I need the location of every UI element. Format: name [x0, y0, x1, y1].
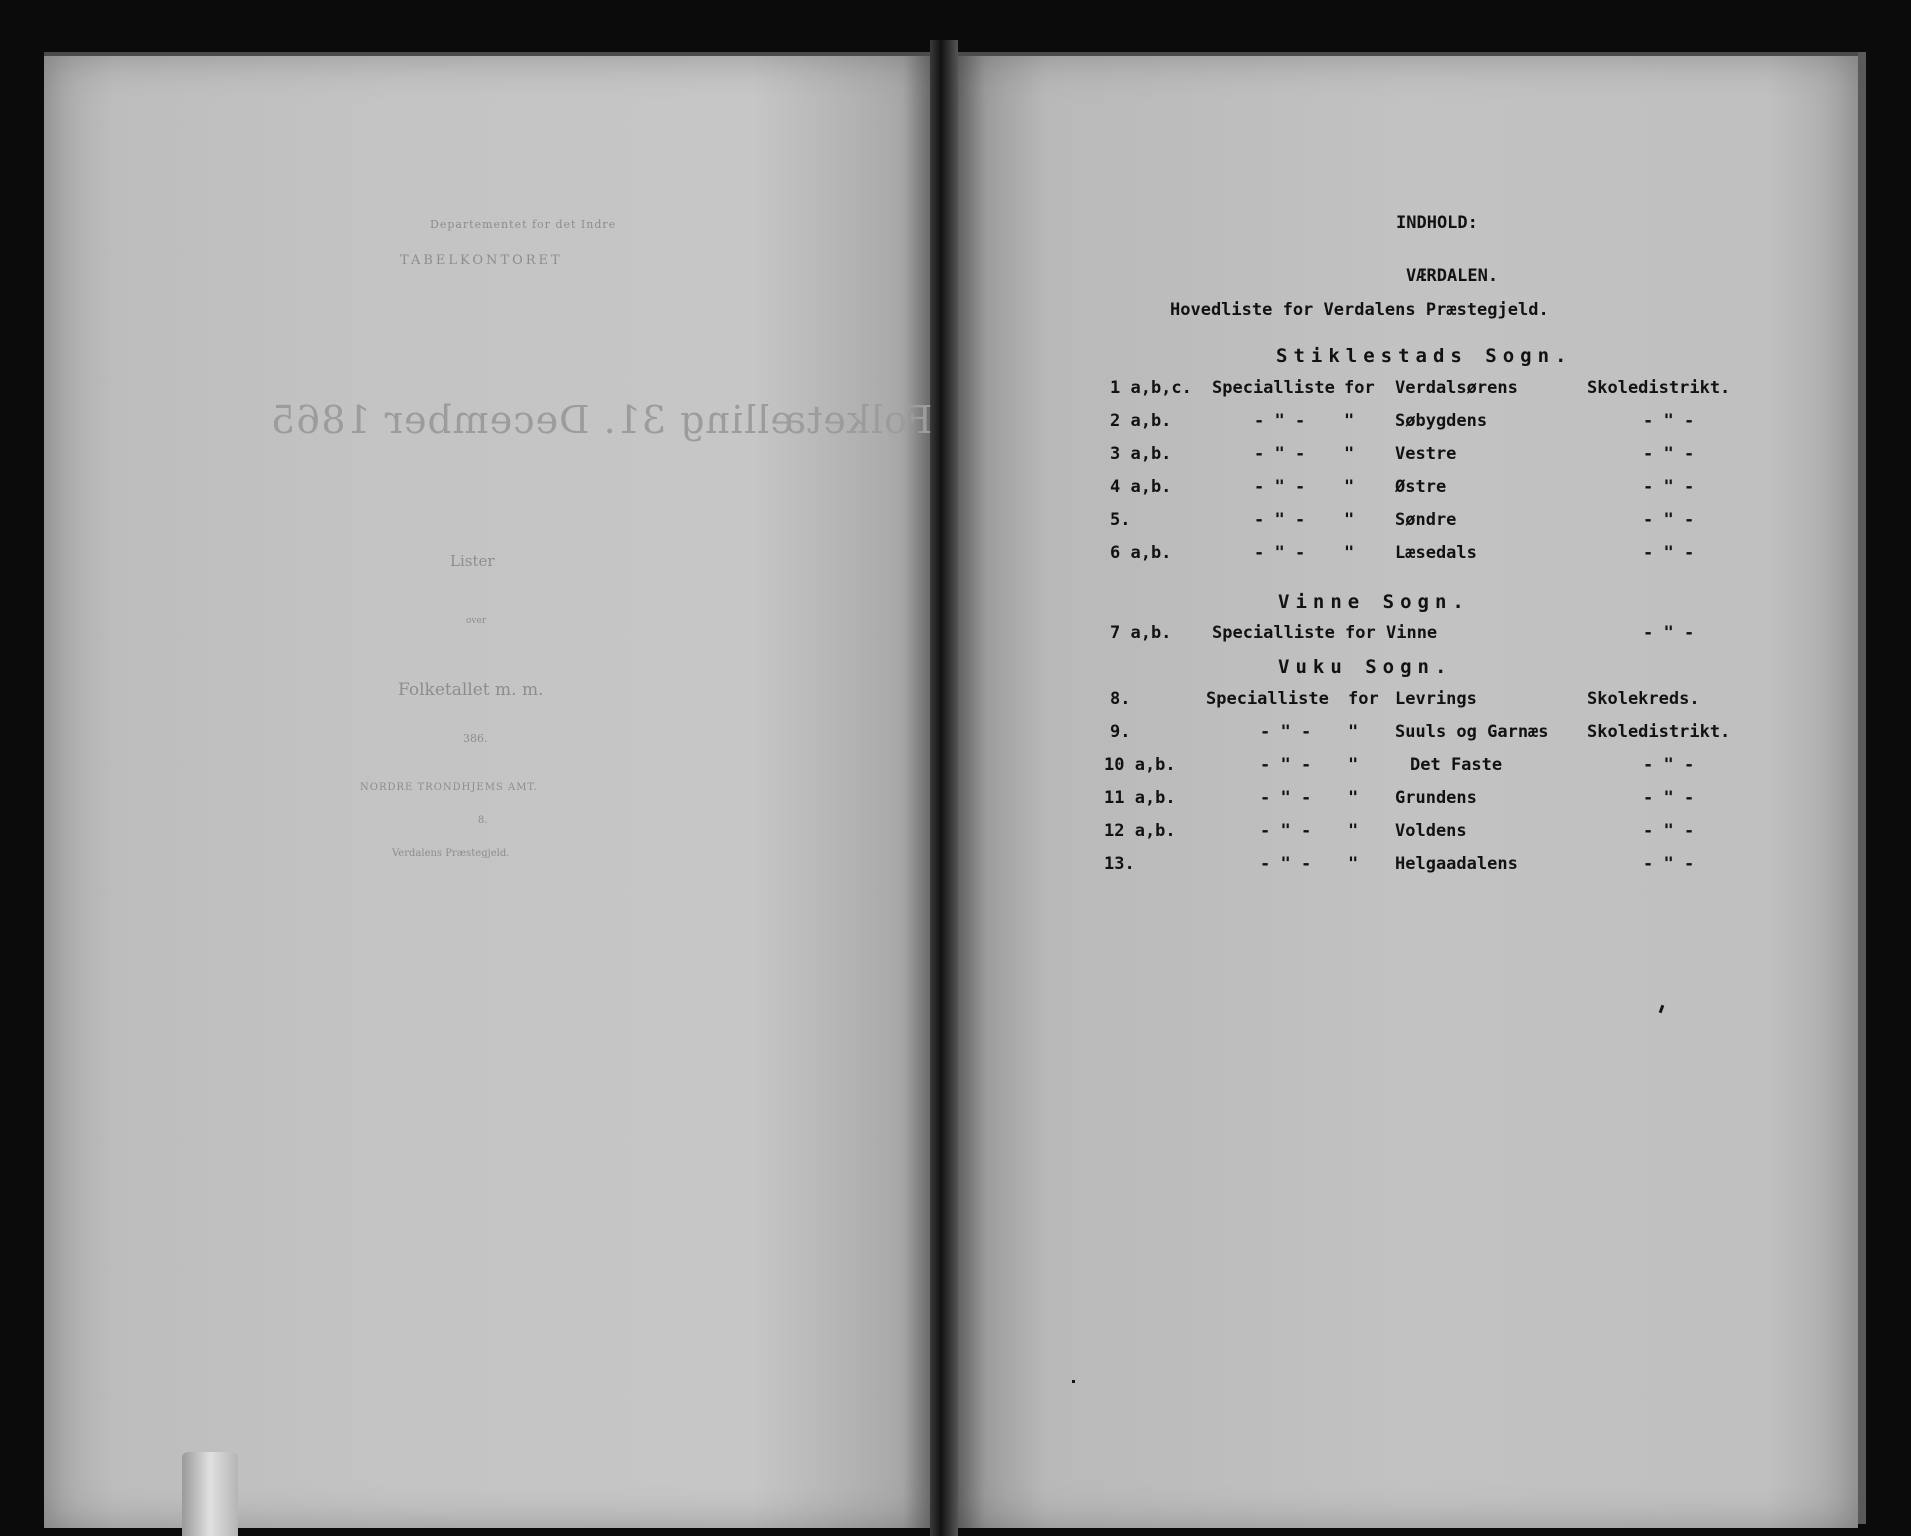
office-stamp: TABELKONTORET	[400, 253, 563, 268]
entry-for: "	[1344, 510, 1355, 530]
entry-for: "	[1348, 788, 1359, 808]
entry-for: "	[1344, 477, 1355, 497]
entry-number: 7 a,b.	[1110, 623, 1172, 643]
census-number: 386.	[463, 732, 488, 745]
main-list-line: Hovedliste for Verdalens Præstegjeld.	[1170, 300, 1549, 320]
entry-number: 5.	[1110, 510, 1131, 530]
ink-dot	[1072, 1380, 1075, 1383]
entry-place: Voldens	[1395, 821, 1467, 841]
entry-place: Det Faste	[1410, 755, 1503, 775]
entry-number: 2 a,b.	[1110, 411, 1172, 431]
entry-for: "	[1344, 543, 1355, 563]
folketallet-label: Folketallet m. m.	[398, 680, 544, 700]
entry-number: 4 a,b.	[1110, 477, 1172, 497]
entry-for: for	[1344, 378, 1375, 398]
entry-number: 10 a,b.	[1104, 755, 1176, 775]
entry-kind: Skoledistrikt.	[1587, 378, 1731, 398]
entry-number: 6 a,b.	[1110, 543, 1172, 563]
prestegjeld-label: Verdalens Præstegjeld.	[392, 848, 510, 859]
entry-kind: - " -	[1643, 623, 1695, 643]
entry-number: 1 a,b,c.	[1110, 378, 1192, 398]
amt-label: NORDRE TRONDHJEMS AMT.	[360, 782, 538, 793]
entry-place: Verdalsørens	[1395, 378, 1518, 398]
entry-type: - " -	[1260, 854, 1312, 874]
entry-place: Vestre	[1395, 444, 1457, 464]
lister-label: Lister	[450, 552, 495, 570]
page-tab	[182, 1452, 238, 1536]
parish-heading-vinne: Vinne Sogn.	[1278, 591, 1470, 613]
entry-number: 11 a,b.	[1104, 788, 1176, 808]
entry-for: "	[1348, 821, 1359, 841]
entry-type: - " -	[1254, 444, 1306, 464]
entry-kind: - " -	[1643, 477, 1695, 497]
entry-for: "	[1344, 444, 1355, 464]
right-page-edge	[1858, 52, 1866, 1524]
over-label: over	[466, 616, 487, 626]
entry-kind: Skolekreds.	[1587, 689, 1700, 709]
entry-type: Specialliste for Vinne	[1212, 623, 1438, 643]
entry-kind: Skoledistrikt.	[1587, 722, 1731, 742]
entry-kind: - " -	[1643, 510, 1695, 530]
sub-number: 8.	[478, 815, 488, 826]
census-title: Folketælling 31. December 1865	[270, 398, 933, 442]
book-spine	[930, 40, 958, 1536]
entry-place: Søbygdens	[1395, 411, 1488, 431]
entry-kind: - " -	[1643, 821, 1695, 841]
entry-type: - " -	[1260, 821, 1312, 841]
entry-number: 9.	[1110, 722, 1131, 742]
entry-kind: - " -	[1643, 854, 1695, 874]
entry-for: "	[1348, 722, 1359, 742]
entry-number: 13.	[1104, 854, 1135, 874]
entry-type: Specialliste	[1206, 689, 1329, 709]
entry-place: Helgaadalens	[1395, 854, 1518, 874]
entry-place: Grundens	[1395, 788, 1477, 808]
district-title: VÆRDALEN.	[1406, 266, 1499, 286]
entry-kind: - " -	[1643, 788, 1695, 808]
entry-type: - " -	[1260, 755, 1312, 775]
entry-number: 8.	[1110, 689, 1131, 709]
entry-kind: - " -	[1643, 444, 1695, 464]
index-heading: INDHOLD:	[1396, 213, 1478, 233]
entry-place: Læsedals	[1395, 543, 1477, 563]
entry-number: 3 a,b.	[1110, 444, 1172, 464]
entry-type: - " -	[1260, 722, 1312, 742]
parish-heading-stiklestad: Stiklestads Sogn.	[1276, 345, 1573, 367]
parish-heading-vuku: Vuku Sogn.	[1278, 656, 1453, 678]
entry-for: for	[1348, 689, 1379, 709]
entry-place: Suuls og Garnæs	[1395, 722, 1549, 742]
entry-number: 12 a,b.	[1104, 821, 1176, 841]
entry-for: "	[1348, 755, 1359, 775]
entry-kind: - " -	[1643, 411, 1695, 431]
entry-for: "	[1348, 854, 1359, 874]
entry-type: - " -	[1254, 510, 1306, 530]
entry-place: Søndre	[1395, 510, 1457, 530]
entry-type: - " -	[1254, 543, 1306, 563]
entry-type: - " -	[1260, 788, 1312, 808]
entry-place: Levrings	[1395, 689, 1477, 709]
entry-type: - " -	[1254, 411, 1306, 431]
entry-type: Specialliste	[1212, 378, 1335, 398]
entry-place: Østre	[1395, 477, 1447, 497]
entry-type: - " -	[1254, 477, 1306, 497]
department-stamp: Departementet for det Indre	[430, 218, 617, 231]
entry-for: "	[1344, 411, 1355, 431]
entry-kind: - " -	[1643, 543, 1695, 563]
entry-kind: - " -	[1643, 755, 1695, 775]
